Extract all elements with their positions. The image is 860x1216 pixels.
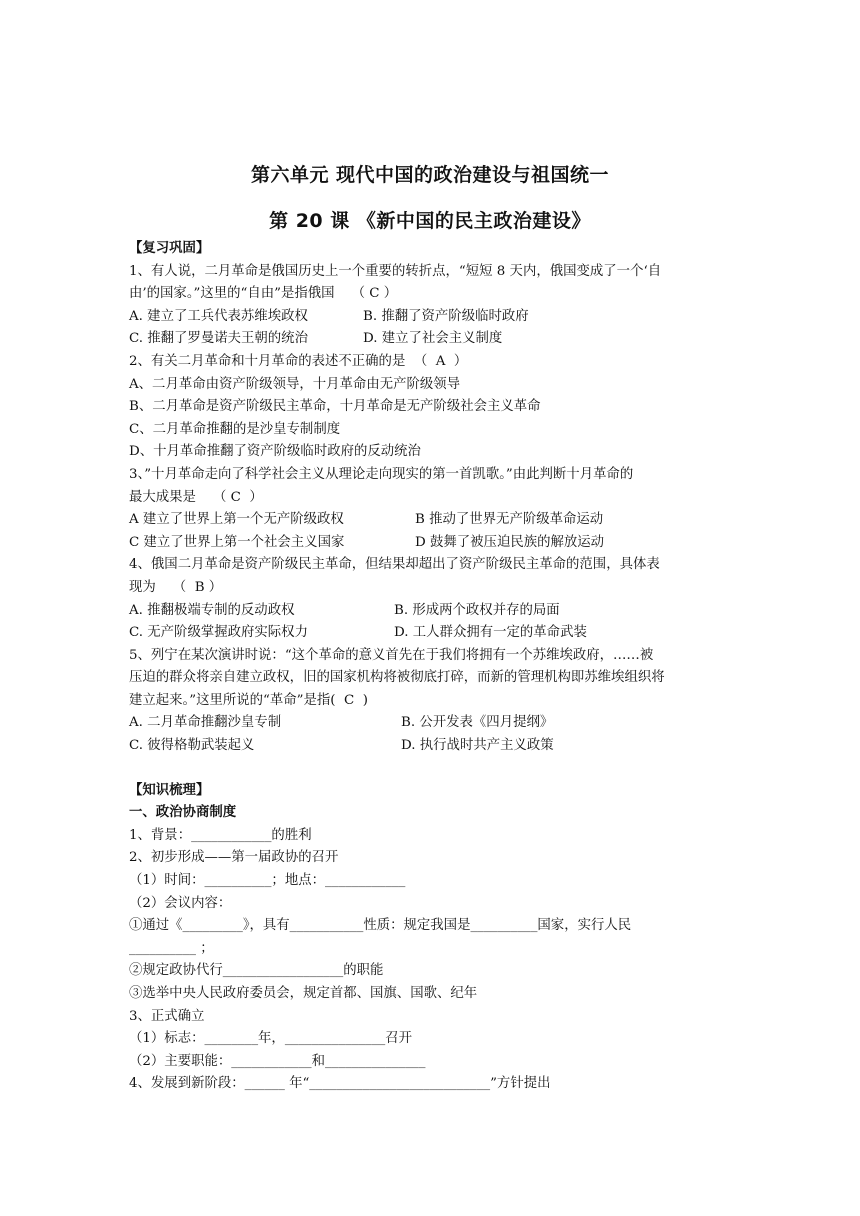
q5-option-c: C. 彼得格勒武装起义 xyxy=(129,738,255,754)
question-1-stem-cont: 由’的国家。”这里的“自由”是指俄国 （ C ） xyxy=(129,286,398,302)
unit-title: 第六单元 现代中国的政治建设与祖国统一 xyxy=(250,164,610,186)
fill-line-9: 3、正式确立 xyxy=(129,1008,205,1024)
fill-line-3: （1）时间：__________；地点：____________ xyxy=(129,873,406,889)
q2-option-c: C、二月革命推翻的是沙皇专制制度 xyxy=(129,421,341,437)
q1-option-d: D. 建立了社会主义制度 xyxy=(363,331,503,347)
q4-option-d: D. 工人群众拥有一定的革命武装 xyxy=(394,625,587,641)
question-5-options-ab xyxy=(129,712,731,735)
q5-option-a: A. 二月革命推翻沙皇专制 xyxy=(129,715,282,731)
question-3-options-ab xyxy=(129,509,731,532)
question-4-stem: 4、俄国二月革命是资产阶级民主革命，但结果却超出了资产阶级民主革命的范围，具体表 xyxy=(129,557,660,573)
q5-option-b: B. 公开发表《四月提纲》 xyxy=(401,715,554,731)
question-4-options-cd xyxy=(129,622,731,645)
q2-option-b: B、二月革命是资产阶级民主革命，十月革命是无产阶级社会主义革命 xyxy=(129,399,541,415)
knowledge-heading: 【知识梳理】 xyxy=(129,782,210,798)
question-1-options-cd xyxy=(129,328,731,351)
fill-line-8: ③选举中央人民政府委员会，规定首都、国旗、国歌、纪年 xyxy=(129,986,478,1001)
question-2-stem: 2、有关二月革命和十月革命的表述不正确的是 （ A ） xyxy=(129,353,468,369)
question-4-options-ab xyxy=(129,600,731,623)
lesson-title: 第 20 课 《新中国的民主政治建设》 xyxy=(269,210,591,232)
question-3-stem: 3、”十月革命走向了科学社会主义从理论走向现实的第一首凯歌。”由此判断十月革命的 xyxy=(129,466,634,482)
fill-line-11: （2）主要职能：____________和_______________ xyxy=(129,1053,426,1069)
q5-option-d: D. 执行战时共产主义政策 xyxy=(401,738,554,754)
question-3-stem-cont: 最大成果是 （ C ） xyxy=(129,489,263,505)
fill-line-10: （1）标志：________年，_______________召开 xyxy=(129,1031,413,1047)
fill-line-5: ①通过《_________》，具有___________性质：规定我国是__________国家，实行人民 xyxy=(129,918,632,934)
q3-option-b: B 推动了世界无产阶级革命运动 xyxy=(415,512,604,528)
fill-line-4: （2）会议内容： xyxy=(129,895,232,911)
q4-option-a: A. 推翻极端专制的反动政权 xyxy=(129,602,295,618)
question-4-stem-cont: 现为 （ B ） xyxy=(129,579,223,595)
fill-line-7: ②规定政协代行__________________的职能 xyxy=(129,963,384,979)
question-5-stem-cont: 压迫的群众将亲自建立政权，旧的国家机构将被彻底打碎，而新的管理机构即苏维埃组织将 xyxy=(129,670,665,686)
fill-line-1: 1、背景：____________的胜利 xyxy=(129,827,312,843)
q1-option-a: A. 建立了工兵代表苏维埃政权 xyxy=(129,308,308,324)
review-heading: 【复习巩固】 xyxy=(129,241,210,256)
question-1-options-ab xyxy=(129,306,731,329)
q1-option-c: C. 推翻了罗曼诺夫王朝的统治 xyxy=(129,331,308,347)
section-spacer xyxy=(129,758,731,780)
q4-option-b: B. 形成两个政权并存的局面 xyxy=(394,602,560,618)
q2-option-a: A、二月革命由资产阶级领导，十月革命由无产阶级领导 xyxy=(129,376,461,392)
question-5-options-cd xyxy=(129,735,731,758)
question-5-stem: 5、列宁在某次演讲时说：“这个革命的意义首先在于我们将拥有一个苏维埃政府，……被 xyxy=(129,647,654,663)
q3-option-d: D 鼓舞了被压迫民族的解放运动 xyxy=(415,534,605,550)
fill-line-2: 2、初步形成——第一届政协的召开 xyxy=(129,850,339,866)
q3-option-c: C 建立了世界上第一个社会主义国家 xyxy=(129,534,345,550)
fill-line-12: 4、发展到新阶段：______ 年“___________________________”方针提出 xyxy=(129,1076,551,1092)
question-5-stem-end: 建立起来。”这里所说的“革命”是指( C ) xyxy=(129,692,369,708)
fill-line-6: __________ ； xyxy=(129,940,214,956)
question-1-stem: 1、有人说，二月革命是俄国历史上一个重要的转折点，“短短 8 天内，俄国变成了一个‘自 xyxy=(129,263,662,279)
section-1-heading: 一、政治协商制度 xyxy=(129,805,237,821)
q2-option-d: D、十月革命推翻了资产阶级临时政府的反动统治 xyxy=(129,444,421,460)
question-3-options-cd xyxy=(129,532,731,555)
document-body xyxy=(129,238,731,1096)
q1-option-b: B. 推翻了资产阶级临时政府 xyxy=(363,308,529,324)
q4-option-c: C. 无产阶级掌握政府实际权力 xyxy=(129,625,308,641)
q3-option-a: A 建立了世界上第一个无产阶级政权 xyxy=(129,512,344,528)
